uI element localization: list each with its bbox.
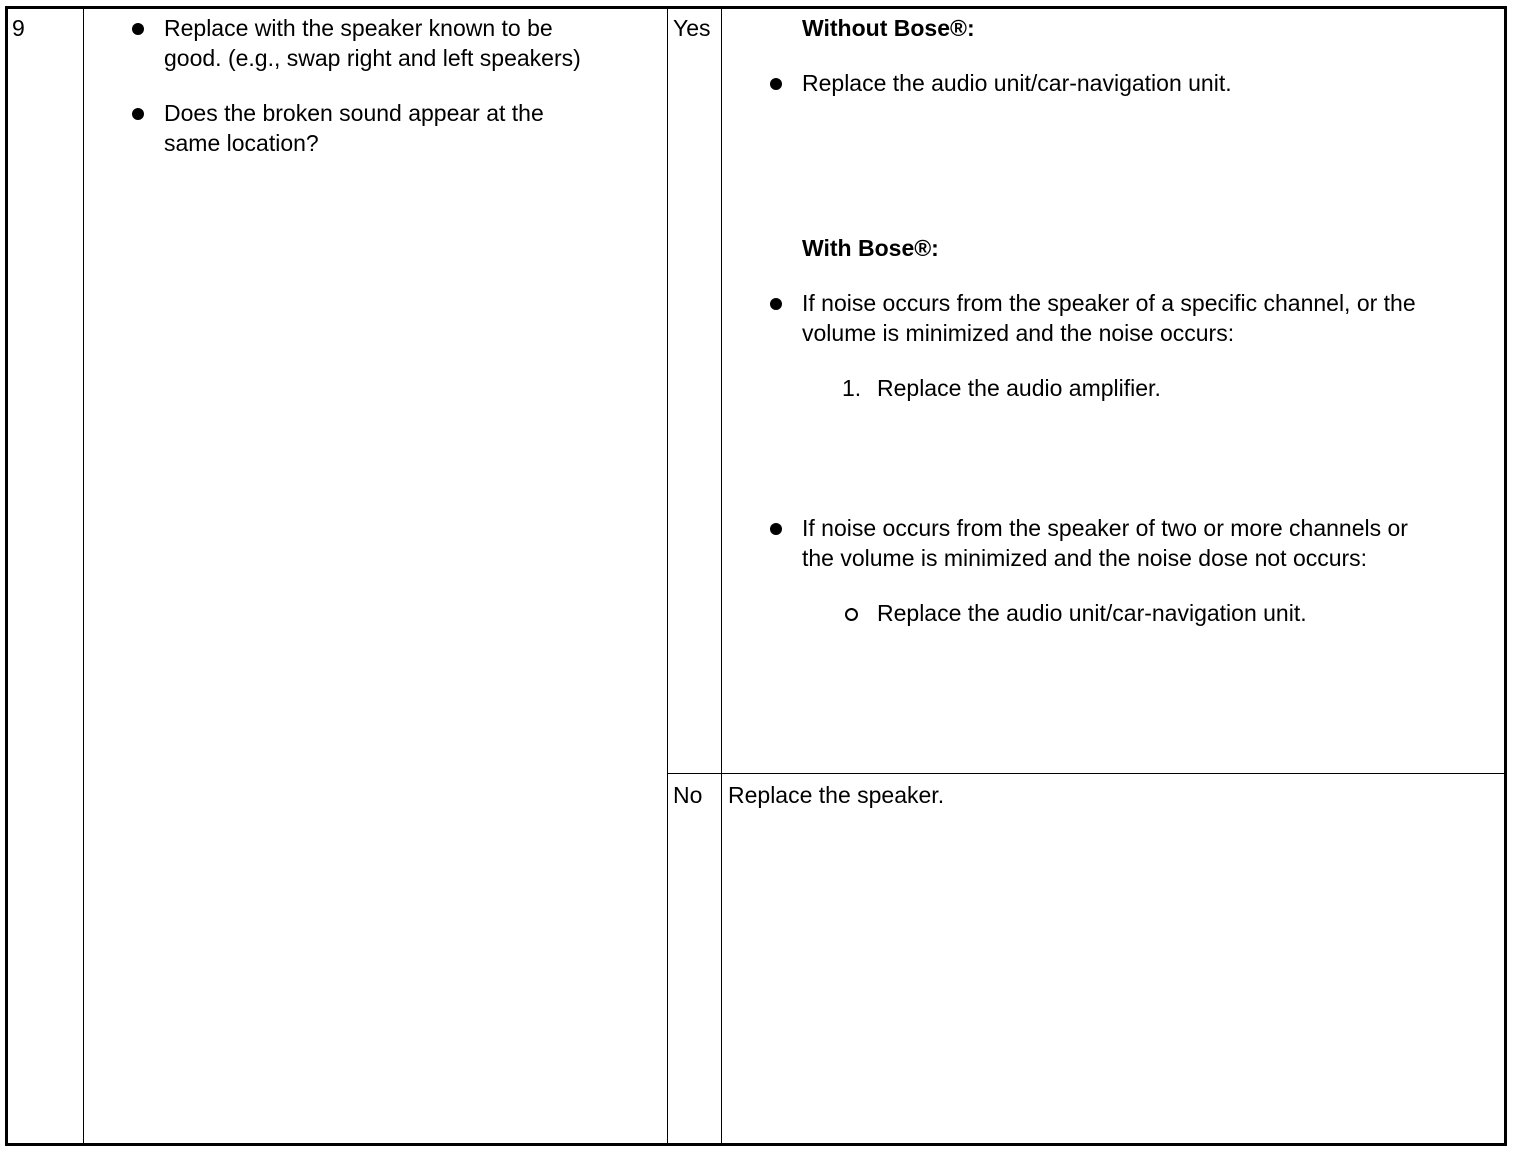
row-divider xyxy=(667,773,1504,774)
without-bose-action: Replace the audio unit/car-navigation unit. xyxy=(802,70,1232,96)
with-bose-case-line: If noise occurs from the speaker of two or more channels or xyxy=(802,515,1408,541)
yes-label: Yes xyxy=(673,15,711,41)
hollow-bullet-icon xyxy=(845,608,858,621)
bullet-icon xyxy=(132,23,144,35)
bullet-icon xyxy=(770,78,782,90)
column-divider xyxy=(83,9,84,1143)
with-bose-sub-action: Replace the audio unit/car-navigation unit. xyxy=(877,600,1307,626)
bullet-icon xyxy=(770,523,782,535)
bullet-icon xyxy=(132,108,144,120)
step-number: 9 xyxy=(12,15,25,41)
with-bose-case-line: If noise occurs from the speaker of a specific channel, or the xyxy=(802,290,1416,316)
inspection-item-line: Does the broken sound appear at the xyxy=(164,100,544,126)
bullet-icon xyxy=(770,298,782,310)
with-bose-step: Replace the audio amplifier. xyxy=(877,375,1161,401)
inspection-item-line: good. (e.g., swap right and left speakers) xyxy=(164,45,581,71)
inspection-item-line: Replace with the speaker known to be xyxy=(164,15,553,41)
without-bose-heading: Without Bose®: xyxy=(802,15,975,41)
no-action: Replace the speaker. xyxy=(728,782,945,808)
column-divider xyxy=(721,9,722,1143)
with-bose-case-line: volume is minimized and the noise occurs: xyxy=(802,320,1235,346)
no-label: No xyxy=(673,782,703,808)
inspection-item-line: same location? xyxy=(164,130,319,156)
with-bose-case-line: the volume is minimized and the noise dose not occurs: xyxy=(802,545,1368,571)
column-divider xyxy=(667,9,668,1143)
with-bose-heading: With Bose®: xyxy=(802,235,939,261)
step-number-label: 1. xyxy=(842,375,862,401)
diagnostic-table xyxy=(5,6,1507,1146)
